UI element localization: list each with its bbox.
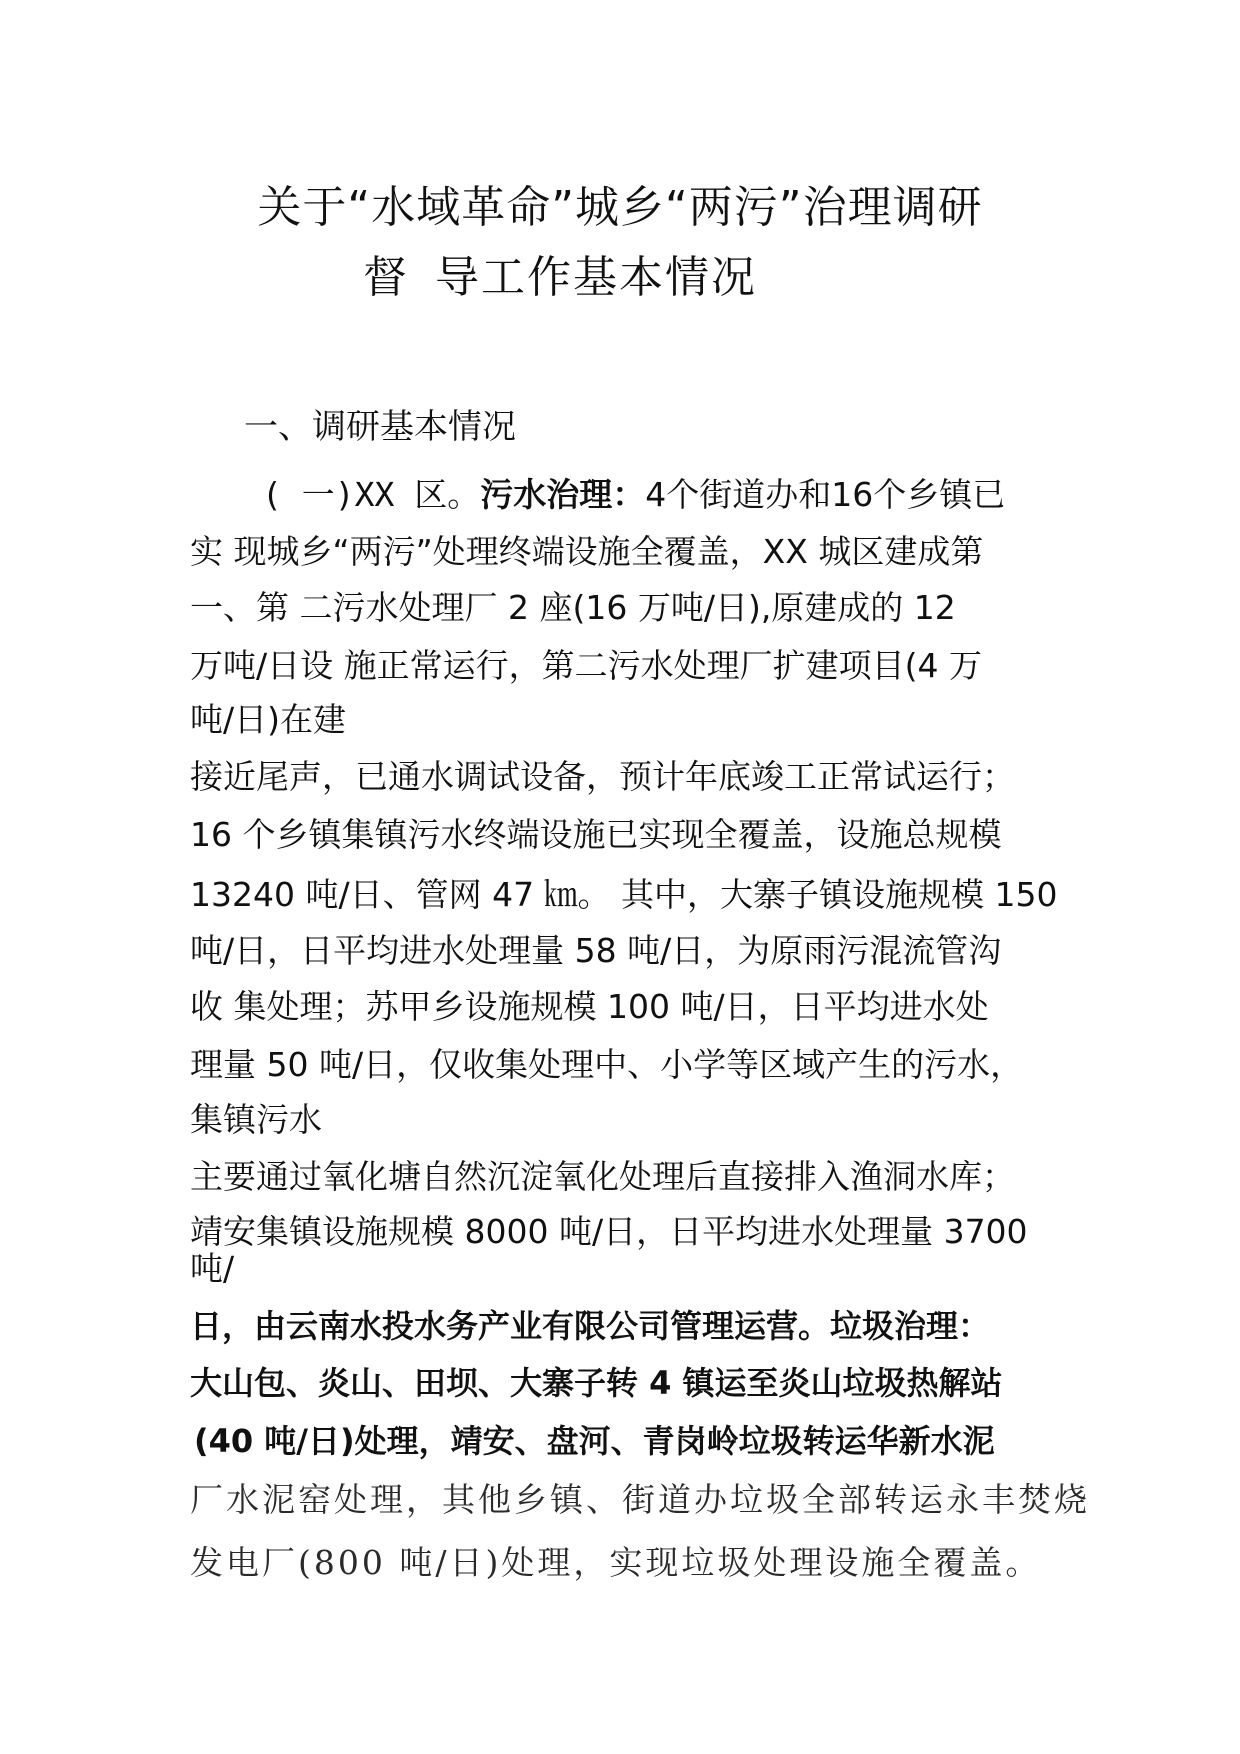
paragraph-line-bold: (40 吨/日)处理，靖安、盘河、青岗岭垃圾转运华新水泥 [194,1422,995,1460]
title-line2-part-b: 导工作基本情况 [435,252,757,303]
paragraph-line-bold: 日，由云南水投水务产业有限公司管理运营。垃圾治理： [190,1307,991,1345]
paragraph-line: 接近尾声，已通水调试设备，预计年底竣工正常试运行； [190,757,1015,796]
paragraph-line: 集镇污水 [190,1100,322,1139]
paragraph-line-bold: 大山包、炎山、田坝、大寨子转 4 镇运至炎山垃圾热解站 [190,1364,1003,1402]
paragraph-line: 吨/日)在建 [190,700,346,739]
document-title-line2 [0,252,1180,303]
sewage-governance-label: 污水治理： [480,475,646,514]
title-line2-part-a: 督 [363,252,409,303]
paragraph-line: 16 个乡镇集镇污水终端设施已实现全覆盖，设施总规模 [190,815,1002,854]
subsection-label: ( 一)XX 区。 [262,475,481,514]
document-title-line1: 关于“水域革命”城乡“两污”治理调研 [257,182,983,233]
paragraph-line: 吨/ [190,1249,235,1288]
paragraph-line: 吨/日，日平均进水处理量 58 吨/日，为原雨污混流管沟 [190,931,1002,970]
paragraph-line [262,475,1006,514]
paragraph-line: 万吨/日设 施正常运行，第二污水处理厂扩建项目(4 万 [190,646,982,685]
paragraph-line-serif: 厂水泥窑处理，其他乡镇、街道办垃圾全部转运永丰焚烧 [190,1480,1090,1519]
paragraph-line-serif: 发电厂(800 吨/日)处理，实现垃圾处理设施全覆盖。 [190,1543,1042,1582]
section-heading: 一、调研基本情况 [244,407,516,447]
paragraph-line: 一、第 二污水处理厂 2 座(16 万吨/日),原建成的 12 [190,588,956,627]
paragraph-line: 收 集处理；苏甲乡设施规模 100 吨/日，日平均进水处 [190,987,989,1026]
line-text: 4个街道办和16个乡镇已 [645,475,1006,514]
paragraph-line: 靖安集镇设施规模 8000 吨/日，日平均进水处理量 3700 [190,1212,1028,1251]
paragraph-line: 实 现城乡“两污”处理终端设施全覆盖，XX 城区建成第 [190,532,984,571]
paragraph-line: 13240 吨/日、管网 47 ㎞。 其中，大寨子镇设施规模 150 [190,875,1058,914]
paragraph-line: 理量 50 吨/日，仅收集处理中、小学等区域产生的污水， [190,1045,1024,1084]
paragraph-line: 主要通过氧化塘自然沉淀氧化处理后直接排入渔洞水库； [190,1157,1015,1196]
